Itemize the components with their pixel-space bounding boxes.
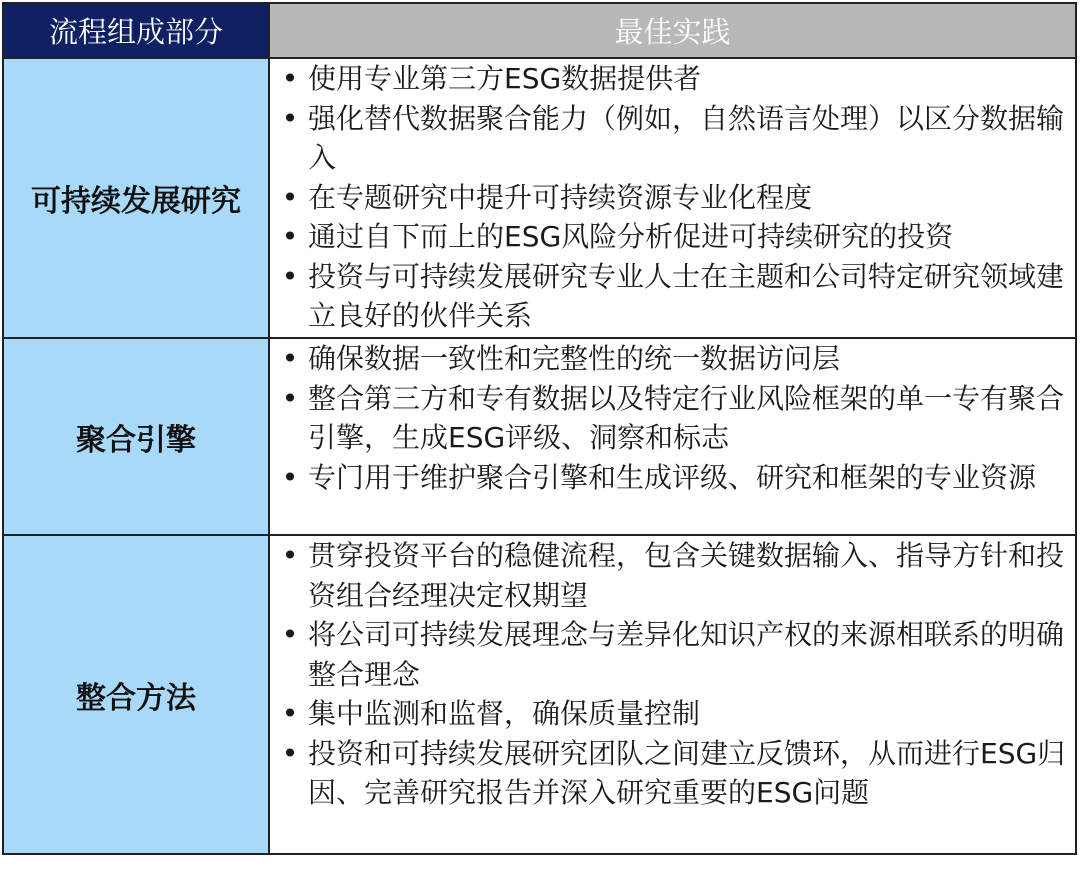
component-cell: 聚合引擎 — [3, 338, 269, 535]
practice-list — [270, 536, 1075, 813]
practices-cell — [269, 338, 1076, 535]
list-item — [270, 217, 1075, 257]
header-best-practice: 最佳实践 — [269, 3, 1076, 58]
practice-list — [270, 339, 1075, 497]
practice-text: 专门用于维护聚合引擎和生成评级、研究和框架的专业资源 — [308, 460, 1037, 494]
practice-text: 使用专业第三方ESG数据提供者 — [308, 62, 702, 95]
bullet-icon: • — [281, 697, 299, 730]
list-item — [270, 339, 1075, 379]
practice-text: 投资和可持续发展研究团队之间建立反馈环，从而进行ESG归因、完善研究报告并深入研究重要的ESG问题 — [308, 736, 1066, 809]
table-header-row — [3, 3, 1076, 58]
list-item — [270, 99, 1075, 178]
list-item — [270, 615, 1075, 694]
practice-text: 强化替代数据聚合能力（例如，自然语言处理）以区分数据输入 — [308, 101, 1065, 174]
bullet-icon: • — [281, 539, 299, 572]
component-cell: 整合方法 — [3, 535, 269, 854]
bullet-icon: • — [281, 259, 299, 293]
practice-text: 在专题研究中提升可持续资源专业化程度 — [308, 180, 813, 214]
bullet-icon: • — [281, 381, 299, 415]
bullet-icon: • — [281, 62, 299, 95]
practices-cell — [269, 58, 1076, 338]
list-item — [270, 59, 1075, 99]
header-process-component: 流程组成部分 — [3, 3, 269, 58]
practice-text: 集中监测和监督，确保质量控制 — [308, 697, 701, 730]
bullet-icon: • — [281, 101, 299, 135]
practice-text: 投资与可持续发展研究专业人士在主题和公司特定研究领域建立良好的伙伴关系 — [308, 259, 1065, 332]
bullet-icon: • — [281, 180, 299, 214]
list-item — [270, 257, 1075, 336]
list-item — [270, 178, 1075, 218]
list-item — [270, 694, 1075, 734]
bullet-icon: • — [281, 736, 299, 770]
list-item — [270, 458, 1075, 498]
practice-text: 整合第三方和专有数据以及特定行业风险框架的单一专有聚合引擎，生成ESG评级、洞察和标志 — [308, 381, 1065, 454]
bullet-icon: • — [281, 220, 299, 253]
practice-list — [270, 59, 1075, 336]
bullet-icon: • — [281, 460, 299, 494]
practice-text: 将公司可持续发展理念与差异化知识产权的来源相联系的明确整合理念 — [308, 618, 1065, 691]
practices-cell — [269, 535, 1076, 854]
bullet-icon: • — [281, 342, 299, 375]
practice-text: 通过自下而上的ESG风险分析促进可持续研究的投资 — [308, 220, 954, 253]
table-row — [3, 535, 1076, 854]
list-item — [270, 536, 1075, 615]
practice-text: 确保数据一致性和完整性的统一数据访问层 — [308, 342, 841, 375]
best-practices-table — [2, 2, 1077, 855]
component-cell: 可持续发展研究 — [3, 58, 269, 338]
list-item — [270, 734, 1075, 813]
list-item — [270, 379, 1075, 458]
bullet-icon: • — [281, 618, 299, 651]
practice-text: 贯穿投资平台的稳健流程，包含关键数据输入、指导方针和投资组合经理决定权期望 — [308, 539, 1065, 612]
table-row — [3, 338, 1076, 535]
table-row — [3, 58, 1076, 338]
